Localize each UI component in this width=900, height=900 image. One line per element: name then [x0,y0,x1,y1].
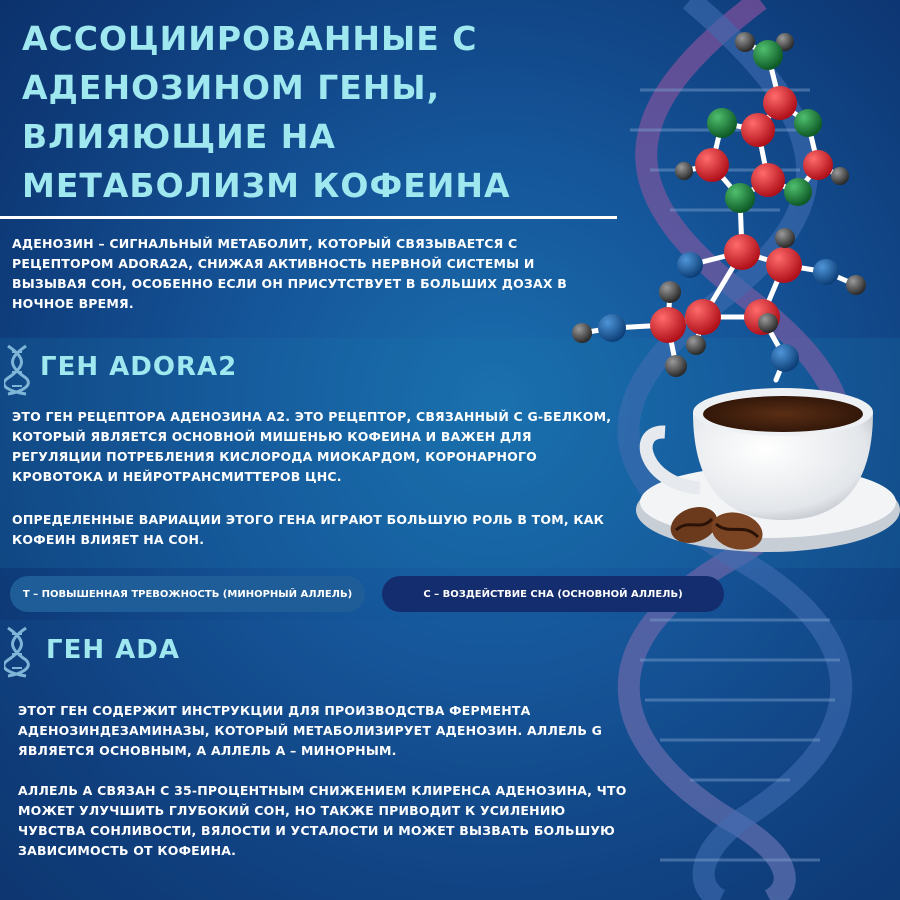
adora2-paragraph-2: ОПРЕДЕЛЕННЫЕ ВАРИАЦИИ ЭТОГО ГЕНА ИГРАЮТ БОЛЬШУЮ РОЛЬ В ТОМ, КАК КОФЕИН ВЛИЯЕТ НА СОН. [12,512,605,547]
title-divider [0,216,617,219]
allele-c-badge: C – ВОЗДЕЙСТВИЕ СНА (ОСНОВНОЙ АЛЛЕЛЬ) [382,576,724,612]
ada-paragraph-1: ЭТОТ ГЕН СОДЕРЖИТ ИНСТРУКЦИИ ДЛЯ ПРОИЗВОДСТВА ФЕРМЕНТА АДЕНОЗИНДЕЗАМИНАЗЫ, КОТОРЫЙ МЕТАБОЛИЗИРУЕТ АДЕНОЗИН. АЛЛЕЛЬ G ЯВЛЯЕТСЯ ОСНОВНЫМ, А АЛЛЕЛЬ A – МИНОРНЫМ. [18,703,603,758]
ada-paragraph-2: АЛЛЕЛЬ A СВЯЗАН С 35-ПРОЦЕНТНЫМ СНИЖЕНИЕМ КЛИРЕНСА АДЕНОЗИНА, ЧТО МОЖЕТ УЛУЧШИТЬ ГЛУБОКИЙ СОН, НО ТАКЖЕ ПРИВОДИТ К УСИЛЕНИЮ ЧУВСТВА СОНЛИВОСТИ, ВЯЛОСТИ И УСТАЛОСТИ И МОЖЕТ ВЫЗВАТЬ БОЛЬШУЮ ЗАВИСИМОСТЬ ОТ КОФЕИНА. [18,783,627,858]
page-title: АССОЦИИРОВАННЫЕ С АДЕНОЗИНОМ ГЕНЫ, ВЛИЯЮЩИЕ НА МЕТАБОЛИЗМ КОФЕИНА [22,19,511,205]
section-heading-adora2: ГЕН ADORA2 [40,352,238,382]
section-heading-ada: ГЕН ADA [46,635,180,665]
intro-paragraph: АДЕНОЗИН – СИГНАЛЬНЫЙ МЕТАБОЛИТ, КОТОРЫЙ СВЯЗЫВАЕТСЯ С РЕЦЕПТОРОМ ADORA2A, СНИЖАЯ АКТИВНОСТЬ НЕРВНОЙ СИСТЕМЫ И ВЫЗЫВАЯ СОН, ОСОБЕННО ЕСЛИ ОН ПРИСУТСТВУЕТ В БОЛЬШИХ ДОЗАХ В НОЧНОЕ ВРЕМЯ. [12,236,567,311]
dna-helix-icon [4,626,30,678]
allele-t-badge: T – ПОВЫШЕННАЯ ТРЕВОЖНОСТЬ (МИНОРНЫЙ АЛЛЕЛЬ) [10,576,365,612]
adora2-paragraph-1: ЭТО ГЕН РЕЦЕПТОРА АДЕНОЗИНА A2. ЭТО РЕЦЕПТОР, СВЯЗАННЫЙ С G-БЕЛКОМ, КОТОРЫЙ ЯВЛЯЕТСЯ ОСНОВНОЙ МИШЕНЬЮ КОФЕИНА И ВАЖЕН ДЛЯ РЕГУЛЯЦИИ ПОТРЕБЛЕНИЯ КИСЛОРОДА МИОКАРДОМ, КОРОНАРНОГО КРОВОТОКА И НЕЙРОТРАНСМИТТЕРОВ ЦНС. [12,409,612,484]
dna-helix-icon [4,344,30,396]
